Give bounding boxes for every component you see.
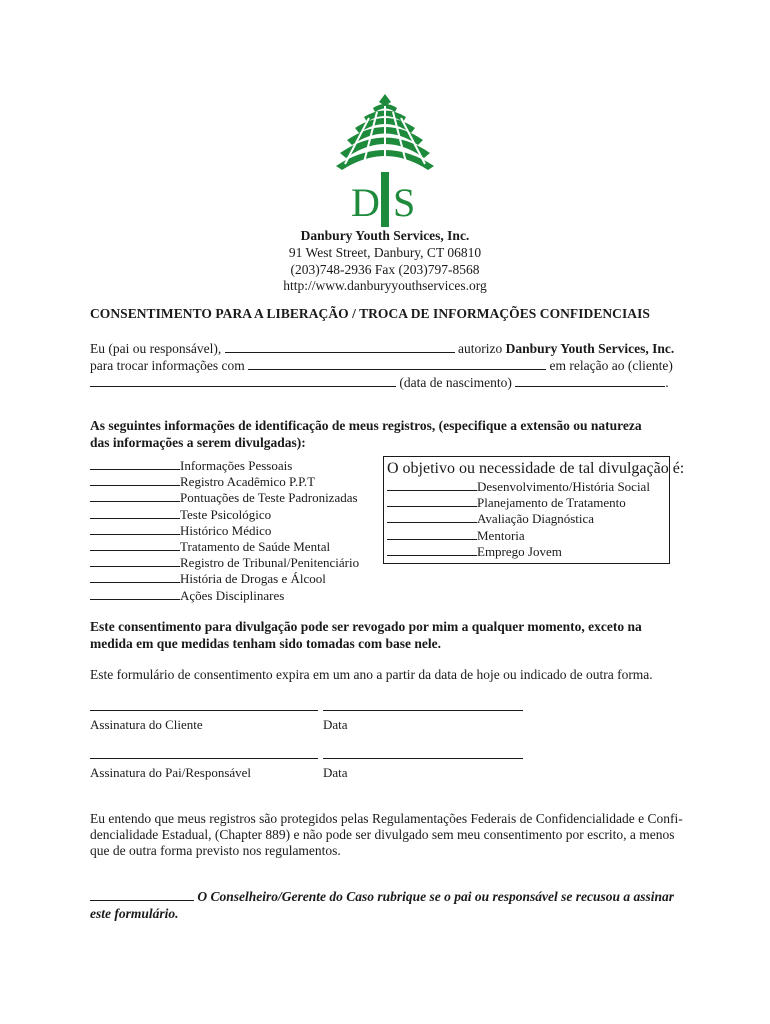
revocation-line-1: Este consentimento para divulgação pode ser revogado por mim a qualquer momento, exceto na [90, 619, 642, 634]
info-item-field[interactable] [90, 539, 180, 551]
info-item-field[interactable] [90, 571, 180, 583]
purpose-item-field[interactable] [387, 511, 477, 523]
intro-parent-label: Eu (pai ou responsável), [90, 341, 222, 356]
info-item-field[interactable] [90, 458, 180, 470]
list-item: Desenvolvimento/História Social [387, 479, 669, 495]
list-item: Registro de Tribunal/Penitenciário [90, 555, 359, 571]
client-date-line[interactable] [323, 710, 523, 711]
info-heading-line-2: das informações a serem divulgadas): [90, 435, 306, 450]
intro-client-label: em relação ao (cliente) [549, 358, 673, 373]
confidentiality-line-1: Eu entendo que meus registros são protegidos pelas Regulamentações Federais de Confidencialidade e Confi- [90, 811, 683, 826]
client-signature-line[interactable] [90, 710, 318, 711]
purpose-item-field[interactable] [387, 495, 477, 507]
dys-logo [333, 92, 437, 227]
list-item: Emprego Jovem [387, 544, 669, 560]
revocation-line-2: medida em que medidas tenham sido tomadas com base nele. [90, 636, 442, 651]
list-item: Teste Psicológico [90, 507, 359, 523]
parent-date-label: Data [323, 765, 348, 780]
logo-letter-d: D [351, 180, 380, 225]
list-item: Ações Disciplinares [90, 588, 359, 604]
intro-line-3 [90, 374, 669, 391]
expiry-text: Este formulário de consentimento expira em um ano a partir da data de hoje ou indicado de outra forma. [90, 667, 653, 682]
purpose-item-field[interactable] [387, 544, 477, 556]
parent-signature-label: Assinatura do Pai/Responsável [90, 765, 252, 780]
org-address: 91 West Street, Danbury, CT 06810 [288, 245, 482, 260]
intro-exchange-label: para trocar informações com [90, 358, 245, 373]
list-item: Histórico Médico [90, 523, 359, 539]
counselor-note-line-2: este formulário. [90, 906, 179, 921]
confidentiality-line-2: dencialidade Estadual, (Chapter 889) e não pode ser divulgado sem meu consentimento por escrito, a menos [90, 827, 675, 842]
parent-signature-line[interactable] [90, 758, 318, 759]
client-name-field[interactable] [90, 375, 396, 387]
list-item: Planejamento de Tratamento [387, 495, 669, 511]
list-item: Tratamento de Saúde Mental [90, 539, 359, 555]
info-item-field[interactable] [90, 555, 180, 567]
info-item-field[interactable] [90, 523, 180, 535]
intro-line-1 [90, 340, 674, 357]
info-items-list [90, 458, 359, 604]
info-heading-line-1: As seguintes informações de identificação de meus registros, (especifique a extensão ou natureza [90, 418, 642, 433]
org-phone-fax: (203)748-2936 Fax (203)797-8568 [290, 262, 480, 277]
list-item: Pontuações de Teste Padronizadas [90, 490, 359, 506]
purpose-item-field[interactable] [387, 528, 477, 540]
list-item: Registro Acadêmico P.P.T [90, 474, 359, 490]
info-item-field[interactable] [90, 507, 180, 519]
intro-period: . [665, 375, 669, 390]
list-item: Informações Pessoais [90, 458, 359, 474]
birthdate-label: (data de nascimento) [399, 375, 512, 390]
info-item-field[interactable] [90, 588, 180, 600]
counselor-initials-field[interactable] [90, 889, 194, 901]
parent-name-field[interactable] [225, 341, 455, 353]
list-item: História de Drogas e Álcool [90, 571, 359, 587]
intro-authorize-text: autorizo [457, 341, 503, 356]
document-title: CONSENTIMENTO PARA A LIBERAÇÃO / TROCA DE INFORMAÇÕES CONFIDENCIAIS [90, 306, 650, 321]
list-item: Mentoria [387, 528, 669, 544]
confidentiality-line-3: que de outra forma previsto nos regulamentos. [90, 843, 341, 858]
intro-line-2 [90, 357, 673, 374]
info-item-field[interactable] [90, 490, 180, 502]
exchange-party-field[interactable] [248, 358, 546, 370]
purpose-box-title: O objetivo ou necessidade de tal divulgação é: [387, 460, 685, 477]
purpose-item-field[interactable] [387, 479, 477, 491]
info-item-field[interactable] [90, 474, 180, 486]
list-item: Avaliação Diagnóstica [387, 511, 669, 527]
org-name: Danbury Youth Services, Inc. [300, 228, 470, 243]
client-signature-label: Assinatura do Cliente [90, 717, 203, 732]
counselor-note-text: O Conselheiro/Gerente do Caso rubrique se o pai ou responsável se recusou a assinar [197, 889, 675, 904]
birthdate-field[interactable] [515, 375, 665, 387]
client-date-label: Data [323, 717, 348, 732]
org-website[interactable]: http://www.danburyyouthservices.org [283, 278, 487, 293]
intro-org-name: Danbury Youth Services, Inc. [505, 341, 675, 356]
counselor-note-line-1 [90, 888, 674, 905]
logo-letter-s: S [393, 180, 416, 225]
purpose-box [383, 456, 685, 564]
parent-date-line[interactable] [323, 758, 523, 759]
